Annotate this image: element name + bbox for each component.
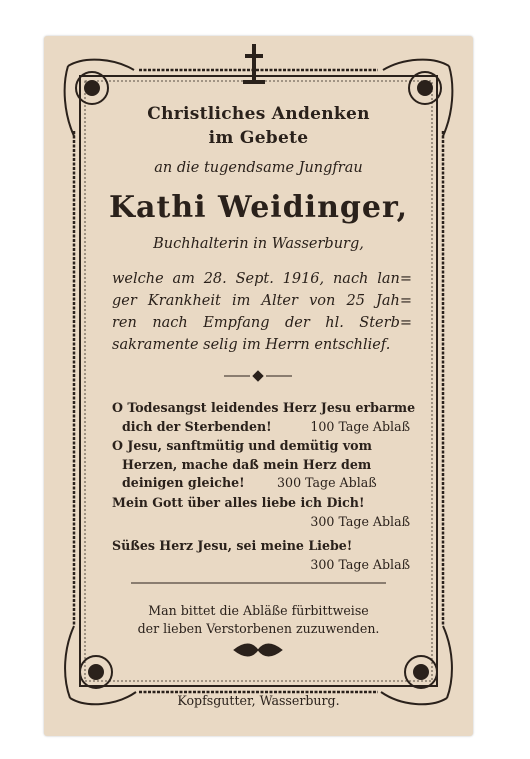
occupation-text: Buchhalterin in Wasserburg, [153, 236, 364, 252]
prayer-line: Mein Gott über alles liebe ich Dich! [112, 495, 365, 510]
prayer-line: Herzen, mache daß mein Herz dem [122, 456, 372, 472]
indulgence: 300 Tage Ablaß [277, 475, 377, 490]
death-notice-line: welche am 28. Sept. 1916, nach lan= [112, 271, 412, 287]
corner-ornament-top-right [383, 60, 452, 136]
death-notice [112, 268, 412, 356]
deceased-name: Kathi Weidinger, [108, 190, 409, 225]
prayer-2 [112, 437, 410, 493]
cross-icon [243, 44, 265, 84]
prayer-line: O Todesangst leidendes Herz Jesu erbarme [112, 400, 416, 415]
prayer-4 [112, 537, 410, 574]
indulgence: 300 Tage Ablaß [310, 556, 410, 572]
death-notice-line: ger Krankheit im Alter von 25 Jah= [112, 293, 412, 309]
request-line: Man bittet die Abläße fürbittweise [148, 603, 369, 618]
request-text [44, 602, 473, 638]
request-line: der lieben Verstorbenen zuzuwenden. [137, 621, 380, 636]
death-notice-line: ren nach Empfang der hl. Sterb= [112, 315, 412, 331]
title-line-1: Christliches Andenken [147, 104, 370, 124]
printer-imprint: Kopfsgutter, Wasserburg. [177, 693, 340, 708]
death-notice-line: sakramente selig im Herrn entschlief. [112, 337, 391, 353]
prayer-3 [112, 494, 410, 531]
prayer-line: deinigen gleiche! 300 Tage Ablaß [122, 475, 377, 490]
prayer-line: O Jesu, sanftmütig und demütig vom [112, 438, 372, 453]
title-line-2: im Gebete [208, 128, 309, 148]
corner-ornament-top-left [65, 60, 134, 136]
prayer-line: Süßes Herz Jesu, sei meine Liebe! [112, 538, 353, 553]
prayer-1 [112, 399, 416, 436]
intro-text: an die tugendsame Jungfrau [154, 160, 363, 176]
indulgence: 300 Tage Ablaß [310, 513, 410, 529]
indulgence: 100 Tage Ablaß [310, 418, 410, 434]
prayer-line: dich der Sterbenden! 100 Tage Ablaß [112, 418, 410, 437]
